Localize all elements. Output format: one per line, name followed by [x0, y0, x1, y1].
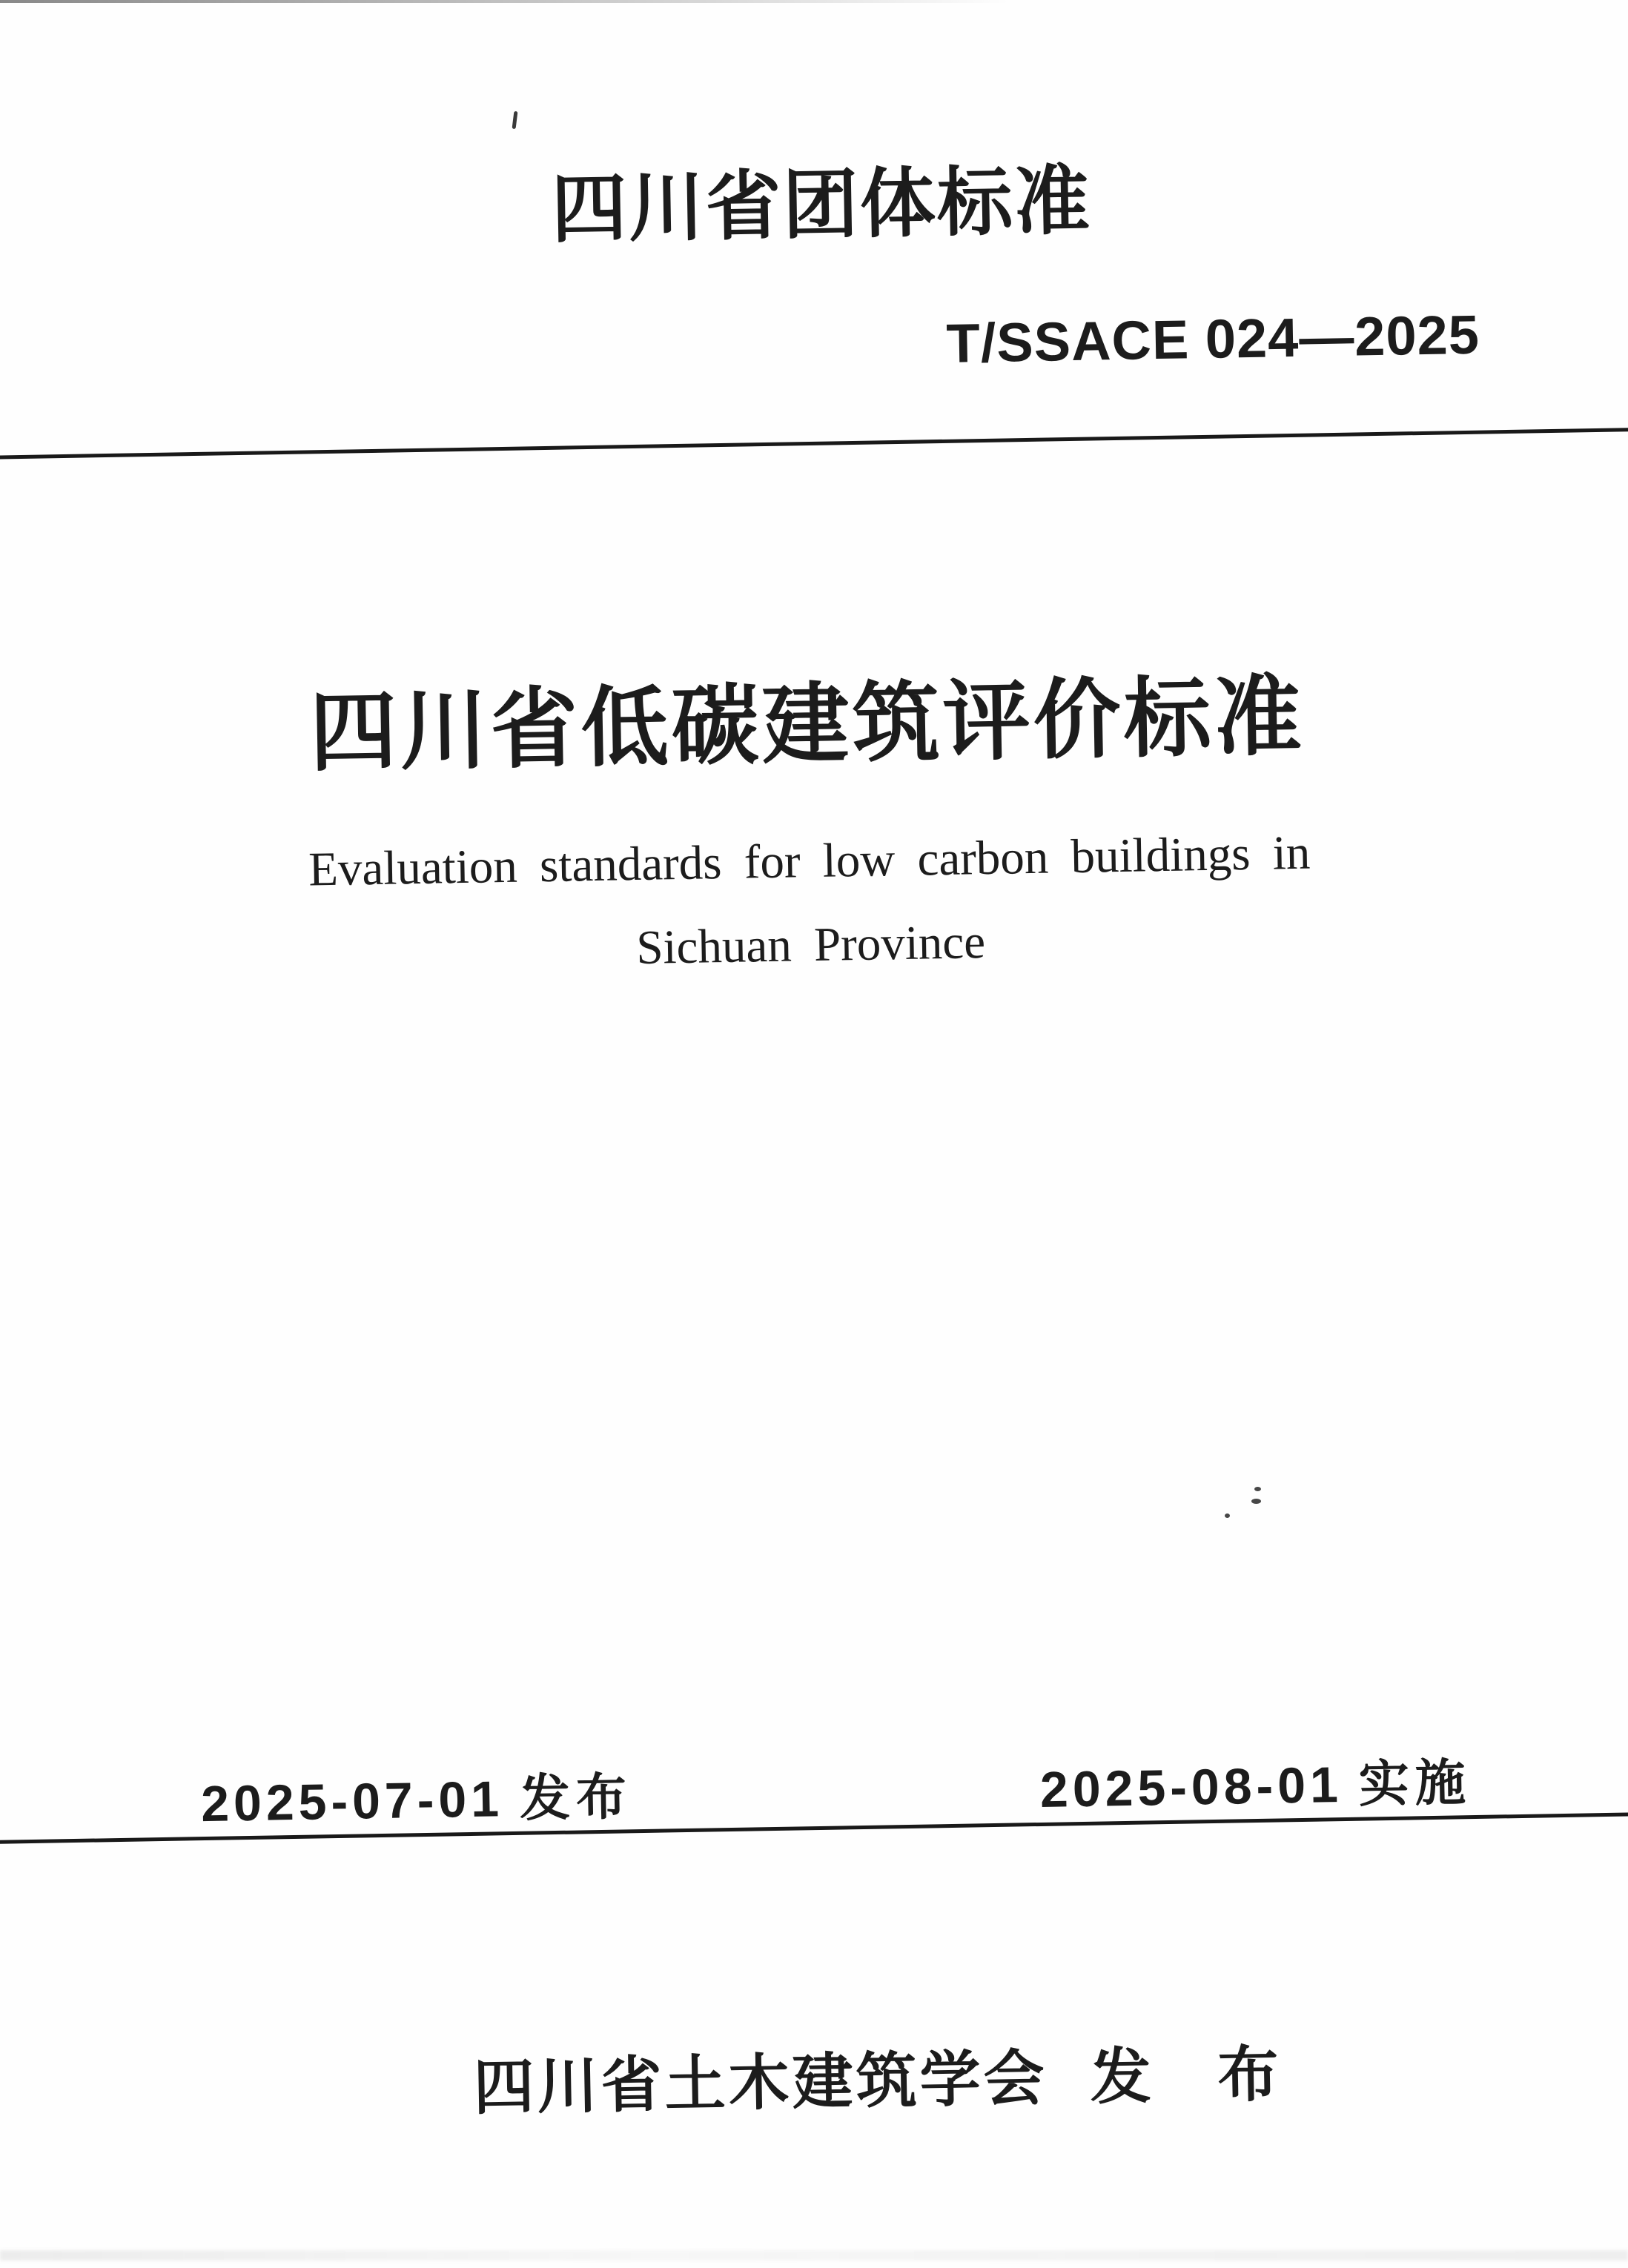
issue-date: 2025-07-01 — [200, 1771, 504, 1833]
document-title-zh: 四川省低碳建筑评价标准 — [308, 667, 1306, 783]
standard-category-heading: 四川省团体标准 — [550, 158, 1092, 252]
scan-artifact-speck — [1251, 1499, 1261, 1504]
implement-label: 实施 — [1358, 1754, 1472, 1813]
document-title-en — [0, 806, 1625, 1001]
implement-date: 2025-08-01 — [1039, 1757, 1343, 1818]
publisher-name: 四川省土木建筑学会 — [472, 2044, 1048, 2122]
scan-artifact-speck — [1225, 1513, 1230, 1518]
publisher-line — [16, 2020, 1628, 2134]
document-title-en-line1: Evaluation standards for low carbon buildings in — [308, 826, 1311, 897]
standard-code: T/SSACE 024—2025 — [945, 303, 1480, 374]
scan-edge-shadow-top — [0, 0, 1010, 3]
issue-date-line — [200, 1757, 632, 1836]
document-title-en-line2: Sichuan Province — [635, 915, 986, 975]
issue-label: 发布 — [519, 1768, 633, 1827]
top-divider-line — [0, 428, 1628, 460]
publisher-action: 发 布 — [1089, 2040, 1283, 2112]
implement-date-line — [1039, 1743, 1472, 1822]
scan-artifact-speck — [1254, 1487, 1261, 1491]
scan-edge-shadow-bottom — [0, 2250, 1628, 2261]
